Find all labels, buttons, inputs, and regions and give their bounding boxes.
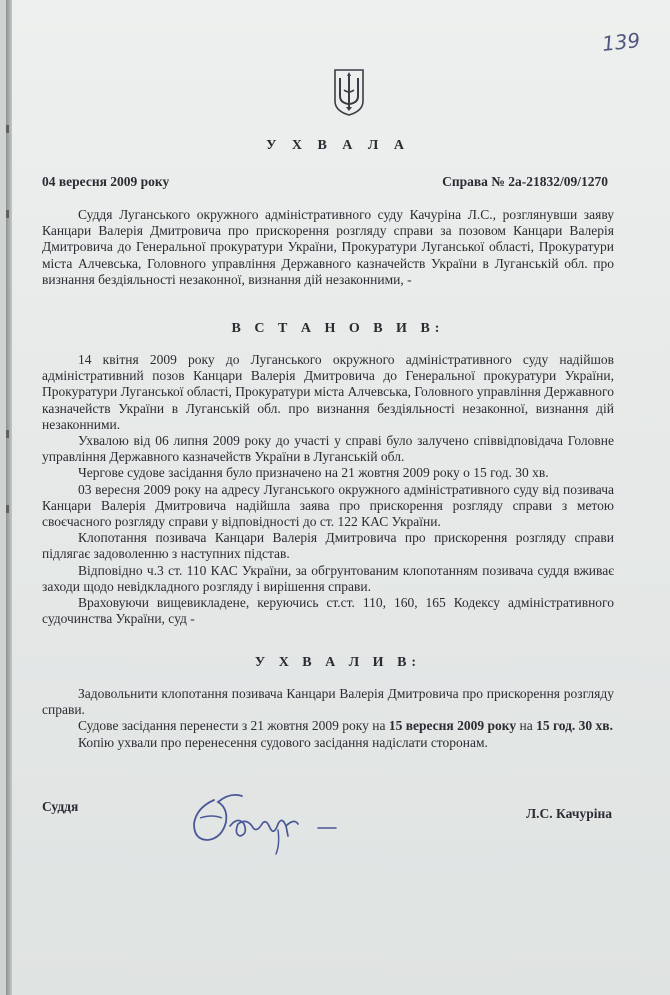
resolved-heading: У Х В А Л И В:: [254, 655, 422, 670]
resolved-section: [42, 686, 614, 751]
established-paragraph: Ухвалою від 06 липня 2009 року до участі у справі було залучено співвідповідача Головне управління Державного казначейств України в Луганській обл.: [42, 433, 614, 465]
established-paragraph: Клопотання позивача Канцари Валерія Дмитровича про прискорення розгляду справи підлягає задоволенню з наступних підстав.: [42, 530, 614, 562]
binding-hole: [6, 210, 9, 218]
resolved-paragraph: Копію ухвали про перенесення судового засідання надіслати сторонам.: [78, 734, 488, 750]
judge-name: Л.С. Качуріна: [526, 806, 612, 821]
binding-hole: [6, 505, 9, 513]
case-number: Справа № 2а-21832/09/1270: [442, 174, 608, 189]
resolved-paragraph: Задовольнити клопотання позивача Канцари Валерія Дмитровича про прискорення розгляду справи.: [42, 686, 614, 718]
resolved-text: на: [516, 718, 537, 734]
handwritten-page-number: 139: [600, 28, 642, 56]
judge-label: Суддя: [42, 799, 79, 814]
new-hearing-date: 15 вересня 2009 року: [388, 718, 517, 734]
handwritten-signature-icon: [182, 778, 352, 858]
established-heading: В С Т А Н О В И В:: [231, 321, 445, 336]
established-paragraph: 03 вересня 2009 року на адресу Луганського окружного адміністративного суду від позивача Канцари Валерія Дмитровича надійшла заява про прискорення розгляду справи з метою своєчасного розгляду справи у відповідності до ст. 122 КАС України.: [42, 481, 614, 530]
document-title: У Х В А Л А: [266, 138, 410, 153]
binding-hole: [6, 430, 9, 438]
established-paragraph: Чергове судове засідання було призначено на 21 жовтня 2009 року о 15 год. 30 хв.: [78, 465, 549, 481]
binding-hole: [6, 125, 9, 133]
intro-text: Суддя Луганського окружного адміністративного суду Качуріна Л.С., розглянувши заяву Канцари Валерія Дмитровича про прискорення розгляду справи за позовом Канцари Валерія Дмитровича до Генеральної прокуратури України, Прокуратури Луганської області, Прокуратури міста Алчевська, Головного управління Державного казначейств України в Луганській обл. про визнання бездіяльності незаконної, визнання дій незаконними, -: [42, 207, 614, 287]
trident-emblem-icon: [332, 68, 366, 116]
document-page: [6, 0, 670, 995]
document-date: 04 вересня 2009 року: [42, 174, 170, 189]
established-section: [42, 352, 614, 627]
intro-paragraph: [42, 207, 614, 288]
established-paragraph: 14 квітня 2009 року до Луганського окружного адміністративного суду надійшов адміністративний позов Канцари Валерія Дмитровича до Генеральної прокуратури України, Прокуратури Луганської області, Прокуратури міста Алчевська, Головного управління Державного казначейств України в Луганській обл. про визнання бездіяльності незаконної, визнання дій незаконними.: [42, 352, 614, 432]
established-paragraph: Відповідно ч.3 ст. 110 КАС України, за обгрунтованим клопотанням позивача суддя вживає заходи щодо невідкладного розгляду і вирішення справи.: [42, 562, 614, 594]
resolved-text: Судове засідання перенести з 21 жовтня 2009 року на: [78, 718, 389, 734]
resolved-paragraph: [42, 718, 614, 734]
established-paragraph: Враховуючи вищевикладене, керуючись ст.ст. 110, 160, 165 Кодексу адміністративного судочинства України, суд -: [42, 595, 614, 627]
new-hearing-time: 15 год. 30 хв.: [536, 718, 613, 734]
